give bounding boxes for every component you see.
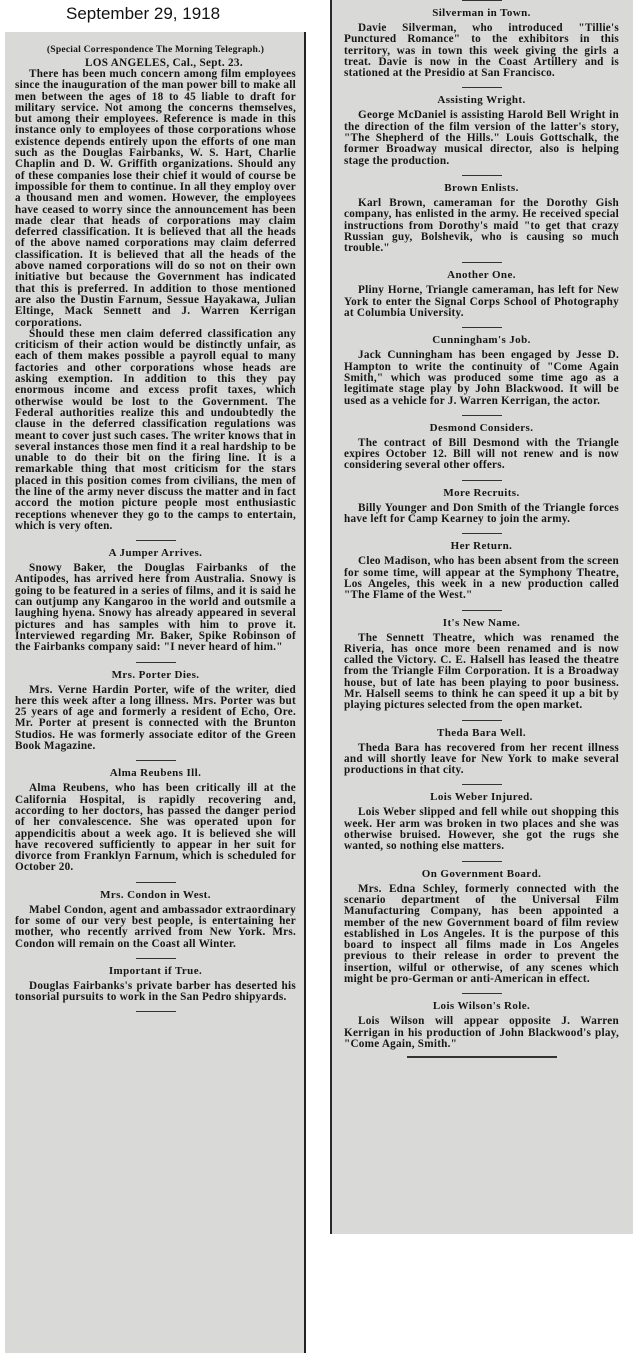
article-headline: Assisting Wright. xyxy=(437,94,526,107)
divider-rule xyxy=(462,533,502,534)
divider-rule xyxy=(136,1011,176,1012)
article-headline: A Jumper Arrives. xyxy=(108,547,203,560)
article-body: Alma Reubens, who has been critically ill at the California Hospital, is rapidly recovering and, according to her doctors, has passed the danger period of her convalescence. She was operated upon for appendicitis about a week ago. It is believed she will have recovered sufficiently to appear in her suit for divorce from Franklyn Farnum, which is scheduled for October 20. xyxy=(15,782,296,874)
article-headline: Her Return. xyxy=(450,540,513,553)
article-body: Mabel Condon, agent and ambassador extraordinary for some of our very best people, is entertaining her mother, who recently arrived from New York. Mrs. Condon will remain on the Coast all Winter. xyxy=(15,903,296,950)
divider-rule xyxy=(462,175,502,176)
divider-rule xyxy=(462,415,502,416)
article-body: Cleo Madison, who has been absent from the screen for some time, will appear at the Symphony Theatre, Los Angeles, this week in a new production called "The Flame of the West." xyxy=(344,555,619,602)
right-column-clipping xyxy=(330,0,633,1234)
intro-paragraph: Should these men claim deferred classification any criticism of their action would be distinctly unfair, as each of them makes possible a payroll equal to many factories and other corporations whose heads are asking exemption. In addition to this they pay enormous income and excess profit taxes, which otherwise would be lost to the Government. The Federal authorities realize this and undoubtedly the clause in the deferred classification regulations was meant to cover just such cases. The writer knows that in several instances those men find it a real hardship to be unable to do their bit on the firing line. It is a remarkable thing that most criticism for the stars placed in this position comes from civilians, the men of the line of the army never discuss the matter and in fact accord the motion picture people most enthusiastic receptions whenever they go to the camps to entertain, which is very often. xyxy=(15,327,296,532)
article-headline: Theda Bara Well. xyxy=(436,726,526,739)
article-headline: It's New Name. xyxy=(442,616,521,629)
article-headline: More Recruits. xyxy=(443,486,520,499)
article-headline: Lois Wilson's Role. xyxy=(432,1000,531,1013)
correspondence-credit: (Special Correspondence The Morning Telegraph.) xyxy=(46,44,265,55)
article-headline: Silverman in Town. xyxy=(432,7,531,19)
article-headline: Mrs. Porter Dies. xyxy=(111,668,200,681)
divider-rule xyxy=(136,760,176,761)
page-date-title: September 29, 1918 xyxy=(66,4,221,23)
divider-rule xyxy=(462,610,502,611)
article-headline: Lois Weber Injured. xyxy=(430,791,533,804)
article-headline: Mrs. Condon in West. xyxy=(100,888,211,901)
article-headline: Another One. xyxy=(447,269,516,282)
divider-rule xyxy=(462,87,502,88)
divider-rule xyxy=(462,262,502,263)
divider-rule xyxy=(136,882,176,883)
article-headline: Desmond Considers. xyxy=(429,421,534,434)
article-body: Pliny Horne, Triangle cameraman, has left for New York to enter the Signal Corps School of Photography at Columbia University. xyxy=(344,284,619,320)
divider-rule xyxy=(462,720,502,721)
article-headline: On Government Board. xyxy=(421,867,542,880)
divider-rule xyxy=(136,958,176,959)
article-body: Lois Weber slipped and fell while out shopping this week. Her arm was broken in two places and she was otherwise bruised. However, she got the rugs she wanted, so nothing else matters. xyxy=(344,806,619,853)
article-headline: Alma Reubens Ill. xyxy=(109,767,202,780)
dateline: LOS ANGELES, Cal., Sept. 23. xyxy=(85,57,243,69)
article-body: George McDaniel is assisting Harold Bell Wright in the direction of the film version of the latter's story, "The Shepherd of the Hills." Louis Gottschalk, the former Broadway musical director, also is helping stage the production. xyxy=(344,109,619,167)
divider-rule xyxy=(462,0,502,1)
divider-rule xyxy=(136,540,176,541)
article-headline: Important if True. xyxy=(108,964,203,977)
article-body: Douglas Fairbanks's private barber has deserted his tonsorial pursuits to work in the San Pedro shipyards. xyxy=(15,979,296,1004)
article-body: Karl Brown, cameraman for the Dorothy Gish company, has enlisted in the army. He received special instructions from Dorothy's maid "to get that crazy Russian guy, Bolshevik, who is causing so much trouble." xyxy=(344,196,619,255)
article-body: Jack Cunningham has been engaged by Jesse D. Hampton to write the continuity of "Come Again Smith," which was produced some time ago as a legitimate stage play by John Blackwood. It will be used as a vehicle for J. Warren Kerrigan, the actor. xyxy=(344,349,619,407)
divider-rule xyxy=(462,784,502,785)
end-rule xyxy=(407,1056,557,1058)
article-body: Theda Bara has recovered from her recent illness and will shortly leave for New York to make several productions in that city. xyxy=(344,741,619,777)
article-headline: Brown Enlists. xyxy=(444,181,519,194)
article-body: The contract of Bill Desmond with the Triangle expires October 12. Bill will not renew and is now considering several other offers. xyxy=(344,436,619,472)
article-body: Lois Wilson will appear opposite J. Warren Kerrigan in his production of John Blackwood's play, "Come Again, Smith." xyxy=(344,1015,619,1050)
left-column-clipping xyxy=(5,32,306,1353)
article-body: Billy Younger and Don Smith of the Triangle forces have left for Camp Kearney to join the army. xyxy=(344,501,619,526)
article-body: Mrs. Edna Schley, formerly connected with the scenario department of the Universal Film Manufacturing Company, has been appointed a member of the new Government board of film review established in Los Angeles. It is the purpose of this board to inspect all films made in Los Angeles previous to their release in order to prevent the insertion, wilful or otherwise, of any scenes which might be pro-German or anti-American in effect. xyxy=(344,882,619,986)
divider-rule xyxy=(136,662,176,663)
article-body: Davie Silverman, who introduced "Tillie's Punctured Romance" to the exhibitors in this territory, was in town this week giving the girls a treat. Davie is now in the Coast Artillery and is stationed at the Presidio at San Francisco. xyxy=(344,22,619,80)
divider-rule xyxy=(462,993,502,994)
article-body: The Sennett Theatre, which was renamed the Riveria, has once more been renamed and is now called the Victory. C. E. Halsell has leased the theatre from the Triangle Film Corporation. It is a Broadway house, but of late has been playing to poor business. Mr. Halsell seems to think he can speed it up a bit by playing pictures selected from the open market. xyxy=(344,631,619,712)
article-headline: Cunningham's Job. xyxy=(432,334,531,347)
intro-paragraph: There has been much concern among film employees since the inauguration of the man power bill to make all men between the ages of 18 to 45 liable to draft for military service. Not among the concerns themselves, but among their employees. Reference is made in this instance only to employees of those corporations whose existence depends entirely upon the efforts of one man such as the Douglas Fairbanks, W. S. Hart, Charlie Chaplin and D. W. Griffith organizations. Should any of these companies lose their chief it would of course be impossible for them to continue. In all they employ over a thousand men and women. However, the employees have ceased to worry since the announcement has been made clear that heads of corporations may claim deferred classification. It is believed that all the heads of the above named corporations may claim deferred classification. It is believed that all the heads of the above named corporations will do so not on their own initiative but because the Government has indicated that this is preferred. In addition to those mentioned are also the Dustin Farnum, Sessue Hayakawa, Julian Eltinge, Mack Sennett and J. Warren Kerrigan corporations. xyxy=(15,68,296,329)
divider-rule xyxy=(462,480,502,481)
article-body: Snowy Baker, the Douglas Fairbanks of the Antipodes, has arrived here from Australia. Snowy is going to be featured in a series of films, and it is said he can outjump any Kangaroo in the world and outsmile a laughing hyena. Snowy has already appeared in several pictures and has samples with him to prove it. Interviewed regarding Mr. Baker, Spike Robinson of the Fairbanks company said: "I never heard of him." xyxy=(15,562,296,654)
divider-rule xyxy=(462,327,502,328)
divider-rule xyxy=(462,861,502,862)
article-body: Mrs. Verne Hardin Porter, wife of the writer, died here this week after a long illness. Mrs. Porter was but 25 years of age and formerly a resident of Echo, Ore. Mr. Porter at present is connected with the Brunton Studios. He was formerly associate editor of the Green Book Magazine. xyxy=(15,683,296,753)
